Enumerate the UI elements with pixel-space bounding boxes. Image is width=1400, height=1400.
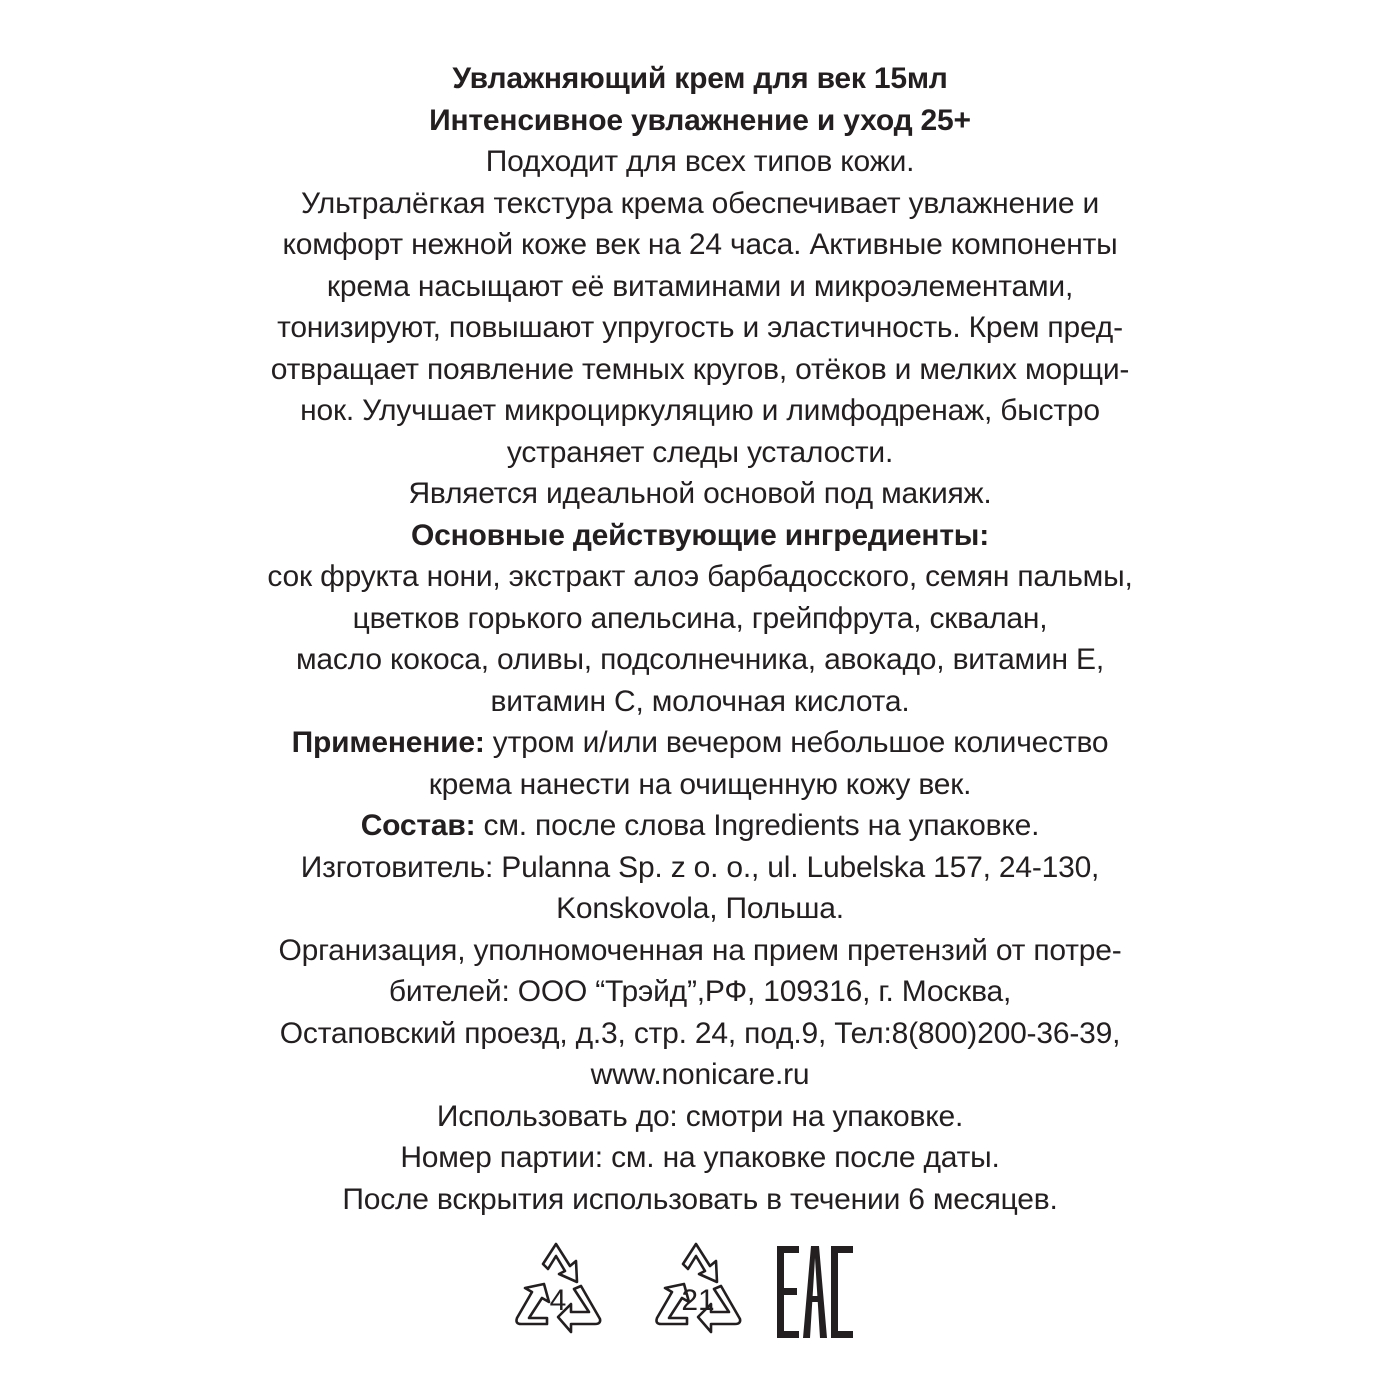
description-line: отвращает появление темных кругов, отёков и мелких морщи- xyxy=(270,352,1130,386)
product-title: Увлажняющий крем для век 15мл xyxy=(452,62,948,95)
composition-text: см. после слова Ingredients на упаковке. xyxy=(475,809,1040,842)
ingredients-line: масло кокоса, оливы, подсолнечника, авокадо, витамин Е, xyxy=(296,643,1104,676)
product-label xyxy=(0,58,1400,1220)
organization-line: бителей: ООО “Трэйд”,РФ, 109316, г. Москва, xyxy=(388,975,1012,1008)
recycling-code: 21 xyxy=(681,1284,715,1317)
ingredients-block xyxy=(0,556,1400,722)
ingredients-line: витамин С, молочная кислота. xyxy=(490,684,910,718)
usage-text: утром и/или вечером небольшое количество xyxy=(484,726,1109,759)
after-opening-text: После вскрытия использовать в течении 6 месяцев. xyxy=(342,1182,1058,1216)
recycling-triangle-icon xyxy=(503,1240,613,1340)
description-line: тонизируют, повышают упругость и эластичность. Крем пред- xyxy=(277,311,1123,344)
description-line: Ультралёгкая текстура крема обеспечивает увлажнение и xyxy=(300,186,1100,220)
eac-mark-icon xyxy=(775,1244,855,1340)
usage-line xyxy=(0,722,1400,764)
recycling-triangle-icon xyxy=(643,1240,753,1340)
description-line: нок. Улучшает микроциркуляцию и лимфодренаж, быстро xyxy=(300,394,1100,427)
description-line: комфорт нежной коже век на 24 часа. Активные компоненты xyxy=(282,228,1118,261)
composition-label: Состав: xyxy=(360,809,476,842)
manufacturer-line: Konskovola, Польша. xyxy=(556,892,844,925)
product-subtitle: Интенсивное увлажнение и уход 25+ xyxy=(429,103,971,137)
website-text: www.nonicare.ru xyxy=(590,1058,810,1091)
description-line: Подходит для всех типов кожи. xyxy=(485,145,915,178)
usage-text-continued: крема нанести на очищенную кожу век. xyxy=(428,767,972,801)
batch-number-text: Номер партии: см. на упаковке после даты. xyxy=(400,1141,1000,1174)
usage-label: Применение: xyxy=(291,726,485,759)
organization-line: Остаповский проезд, д.3, стр. 24, под.9, Тел:8(800)200-36-39, xyxy=(279,1016,1121,1050)
description-line: крема насыщают её витаминами и микроэлементами, xyxy=(326,269,1074,303)
ingredients-line: цветков горького апельсина, грейпфрута, сквалан, xyxy=(352,601,1048,635)
organization-block xyxy=(0,930,1400,1096)
description-line: Является идеальной основой под макияж. xyxy=(408,477,992,510)
composition-line xyxy=(0,805,1400,847)
organization-line: Организация, уполномоченная на прием претензий от потре- xyxy=(278,933,1122,967)
ingredients-line: сок фрукта нони, экстракт алоэ барбадосского, семян пальмы, xyxy=(267,560,1133,593)
ingredients-heading: Основные действующие ингредиенты: xyxy=(410,518,990,552)
use-by-text: Использовать до: смотри на упаковке. xyxy=(436,1099,964,1133)
manufacturer-block xyxy=(0,847,1400,930)
certification-symbols xyxy=(0,1240,1400,1350)
description-block xyxy=(0,141,1400,515)
description-line: устраняет следы усталости. xyxy=(506,435,894,469)
manufacturer-line: Изготовитель: Pulanna Sp. z o. o., ul. Lubelska 157, 24-130, xyxy=(300,850,1100,884)
recycling-code: 4 xyxy=(549,1284,567,1317)
